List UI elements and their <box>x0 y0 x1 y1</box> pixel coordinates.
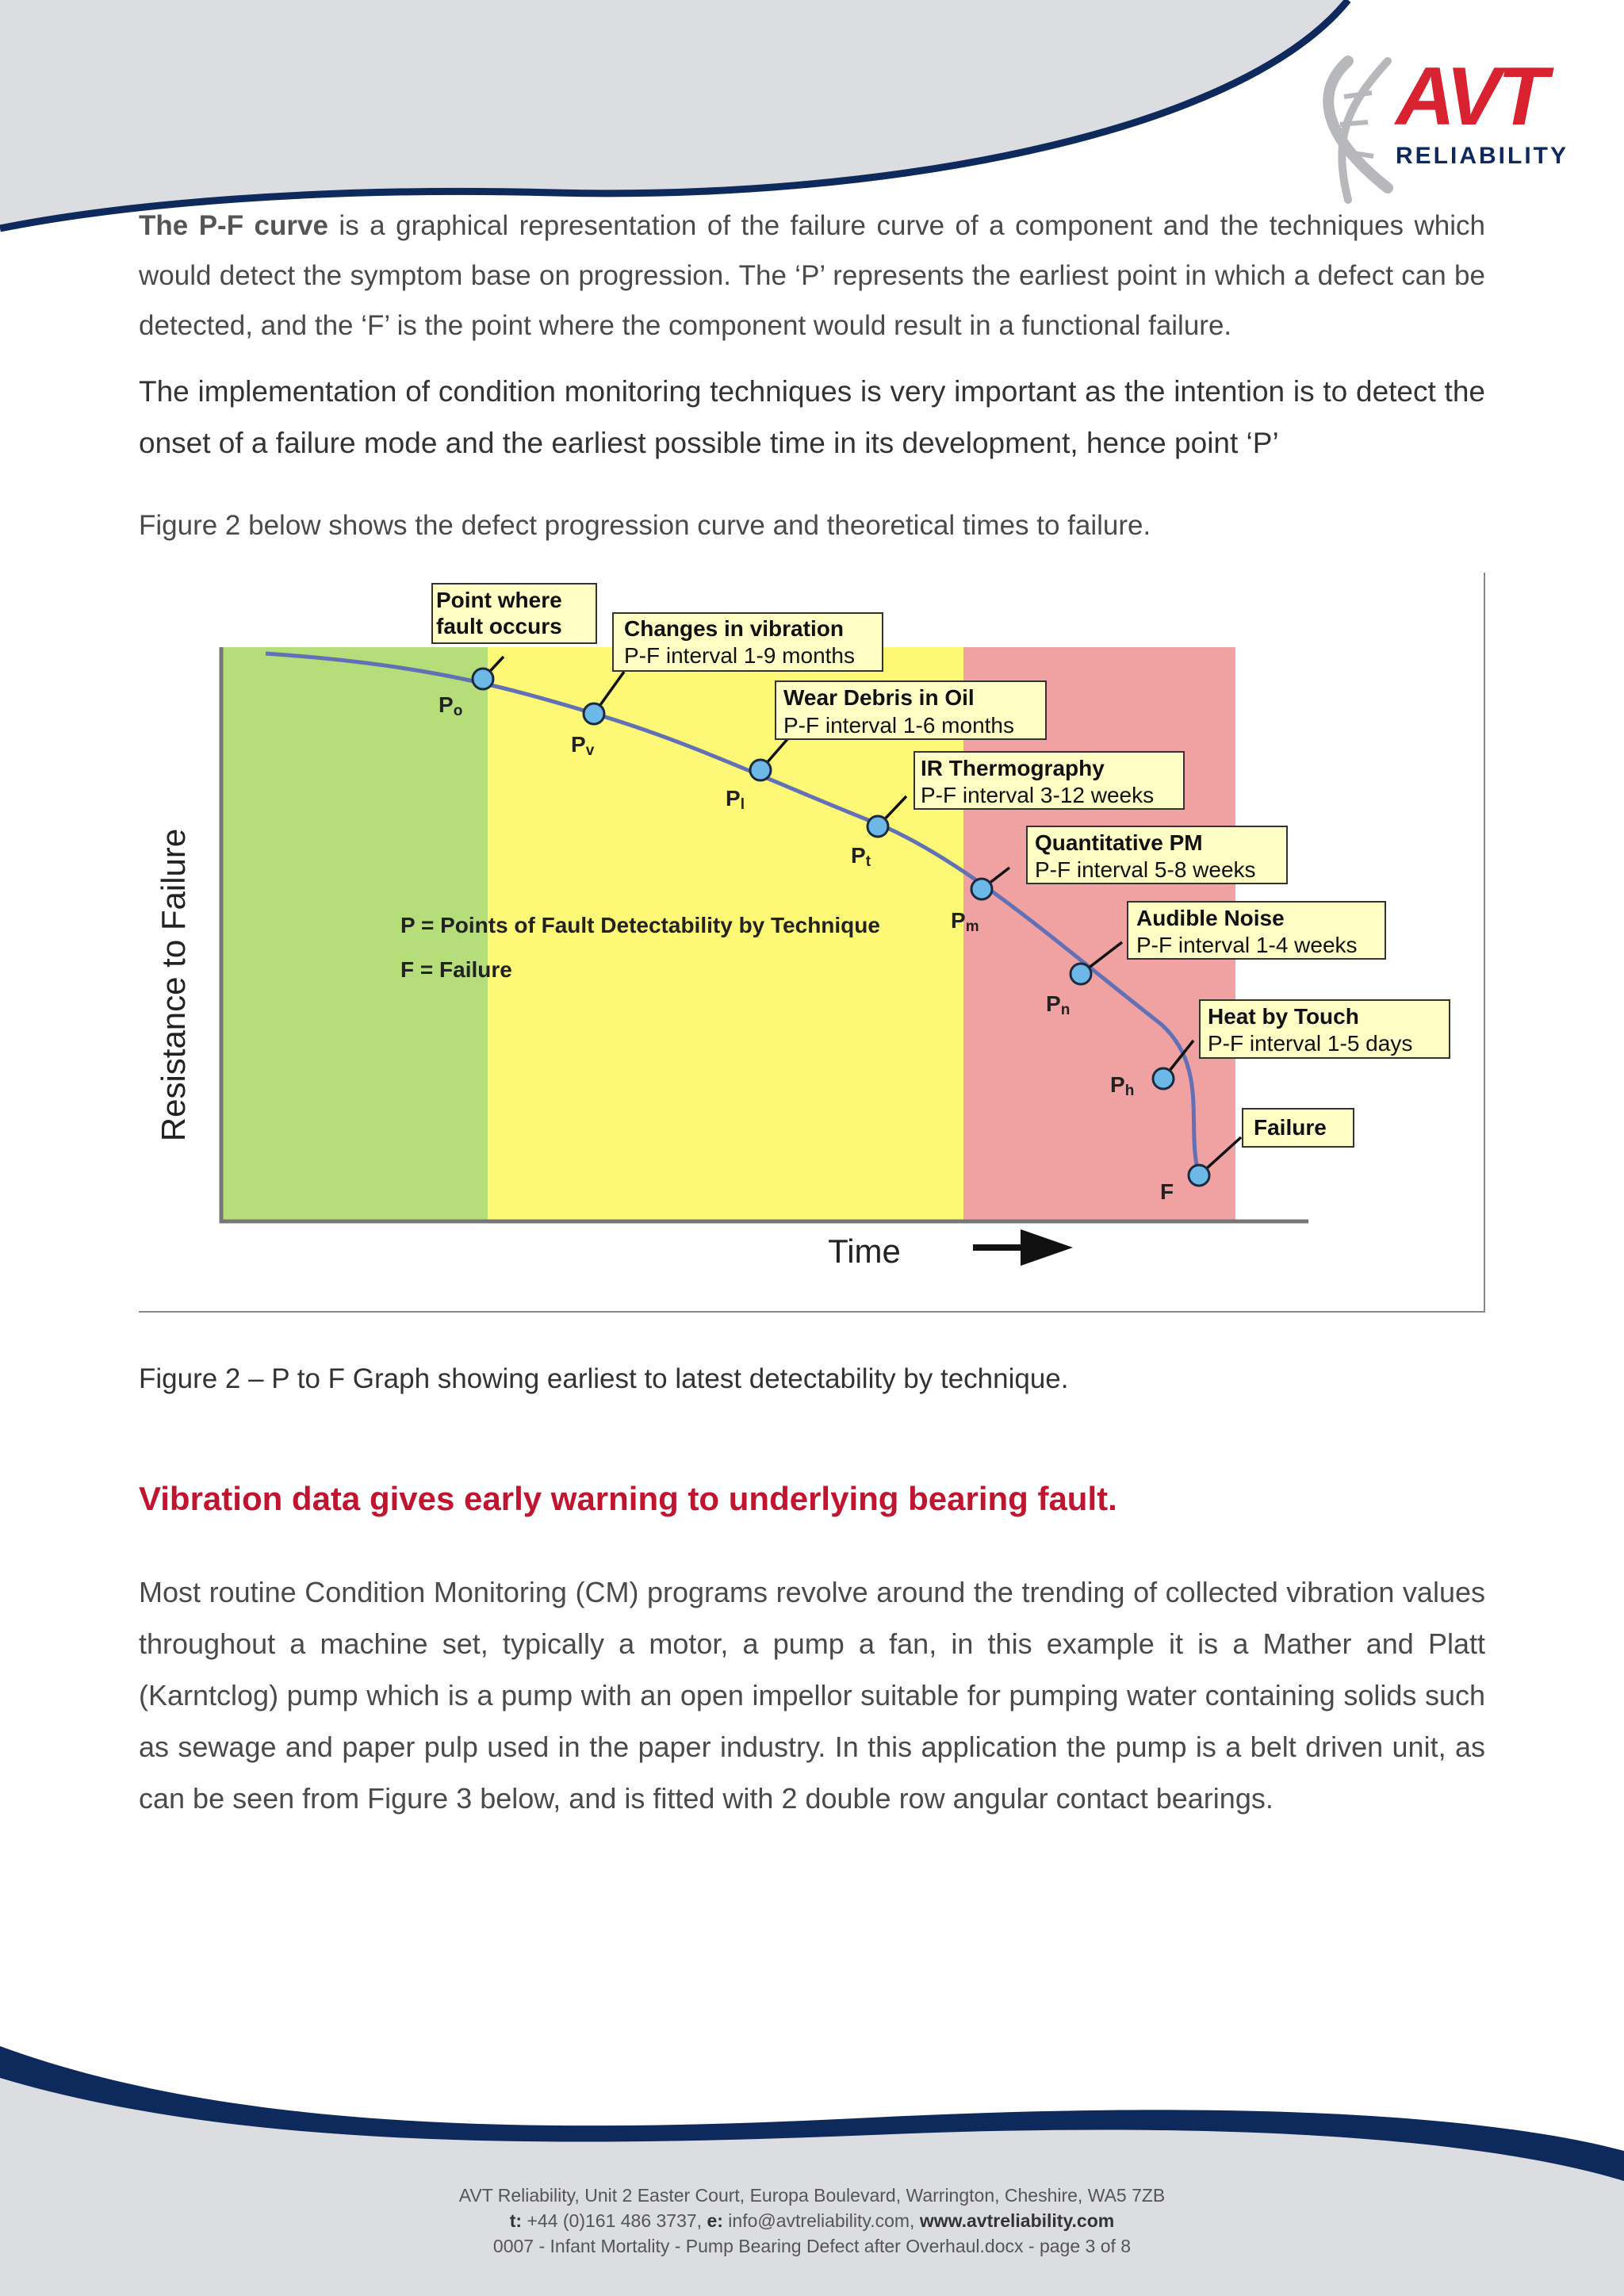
logo-text: AVT <box>1396 51 1545 143</box>
svg-text:P-F interval 3-12 weeks: P-F interval 3-12 weeks <box>921 783 1155 807</box>
point-po <box>473 669 493 689</box>
footer-website: www.avtreliability.com <box>919 2210 1115 2231</box>
svg-text:P-F interval 1-9 months: P-F interval 1-9 months <box>624 643 855 668</box>
footer-email: info@avtreliability.com, <box>722 2210 920 2231</box>
svg-text:Audible Noise: Audible Noise <box>1136 906 1285 930</box>
point-pv <box>584 703 604 724</box>
label-pn: Pn <box>1046 991 1071 1018</box>
label-f: F <box>1160 1179 1174 1204</box>
callout-pn <box>1128 902 1385 959</box>
svg-text:Failure: Failure <box>1254 1115 1327 1140</box>
avt-logo <box>1300 49 1570 208</box>
svg-text:P-F interval 1-4 weeks: P-F interval 1-4 weeks <box>1136 933 1358 957</box>
callout-pt <box>914 752 1184 809</box>
pf-curve-term: The P-F curve <box>139 210 328 241</box>
logo-subtext: RELIABILITY <box>1396 143 1568 169</box>
section-body: Most routine Condition Monitoring (CM) programs revolve around the trending of collected vibration values throughout a machine set, typically a motor, a pump a fan, in this example it is a Mather and Platt (Karntclog) pump which is a pump with an open impellor suitable for pumping water containing solids such as sewage and paper pulp used in the paper industry. In this application the pump is a belt driven unit, as can be seen from Figure 3 below, and is fitted with 2 double row angular contact bearings. <box>139 1576 1485 1815</box>
figure-caption: Figure 2 – P to F Graph showing earliest to latest detectability by technique. <box>139 1363 1069 1394</box>
svg-text:IR Thermography: IR Thermography <box>921 756 1105 780</box>
svg-text:Wear Debris in Oil: Wear Debris in Oil <box>783 685 975 710</box>
point-ph <box>1153 1068 1174 1089</box>
section-heading: Vibration data gives early warning to underlying bearing fault. <box>139 1480 1117 1517</box>
svg-text:P-F interval 5-8 weeks: P-F interval 5-8 weeks <box>1035 857 1256 882</box>
time-arrow-icon <box>973 1229 1073 1266</box>
callout-pv <box>613 613 883 671</box>
callout-pm <box>1027 826 1287 884</box>
svg-text:P-F interval 1-6 months: P-F interval 1-6 months <box>783 713 1014 738</box>
x-axis-label: Time <box>828 1232 901 1270</box>
label-pv: Pv <box>571 732 595 759</box>
svg-text:Changes in vibration: Changes in vibration <box>624 616 844 641</box>
svg-text:Heat by Touch: Heat by Touch <box>1208 1004 1359 1029</box>
svg-text:fault occurs: fault occurs <box>436 614 562 638</box>
label-pl: Pl <box>726 786 745 813</box>
point-pl <box>750 760 771 780</box>
y-axis-label: Resistance to Failure <box>155 828 192 1142</box>
callout-pl <box>776 681 1046 739</box>
footer-document-line: 0007 - Infant Mortality - Pump Bearing Defect after Overhaul.docx - page 3 of 8 <box>492 2236 1132 2256</box>
callout-po <box>432 584 596 643</box>
intro-paragraph-1 <box>139 201 1485 351</box>
callout-f <box>1243 1109 1354 1147</box>
legend-f-definition: F = Failure <box>400 957 512 982</box>
pf-curve-chart <box>139 573 1487 1314</box>
svg-text:Point where: Point where <box>436 588 562 612</box>
point-f <box>1189 1165 1209 1186</box>
legend-p-definition: P = Points of Fault Detectability by Technique <box>400 913 880 937</box>
svg-text:Quantitative PM: Quantitative PM <box>1035 830 1203 855</box>
label-pm: Pm <box>951 908 979 935</box>
label-pt: Pt <box>851 843 871 870</box>
svg-text:P-F interval 1-5 days: P-F interval 1-5 days <box>1208 1031 1413 1056</box>
footer-address: AVT Reliability, Unit 2 Easter Court, Europa Boulevard, Warrington, Cheshire, WA5 7ZB <box>458 2185 1166 2206</box>
footer <box>0 2183 1624 2259</box>
point-pm <box>971 879 992 899</box>
figure-intro-text: Figure 2 below shows the defect progression curve and theoretical times to failure. <box>139 510 1151 541</box>
footer-contact: t: +44 (0)161 486 3737, e: info@avtreliability.com, www.avtreliability.com <box>509 2210 1115 2231</box>
label-po: Po <box>439 692 463 719</box>
label-ph: Ph <box>1110 1072 1135 1099</box>
intro-paragraph-2: The implementation of condition monitoring techniques is very important as the intention is to detect the onset of a failure mode and the earliest possible time in its development, hence point ‘P’ <box>139 375 1485 459</box>
callout-ph <box>1200 1000 1450 1058</box>
intro-paragraph-1-text: is a graphical representation of the failure curve of a component and the techniques which would detect the symptom base on progression. The ‘P’ represents the earliest point in which a defect can be detected, and the ‘F’ is the point where the component would result in a functional failure. <box>139 210 1485 341</box>
point-pn <box>1071 964 1091 984</box>
point-pt <box>868 816 888 837</box>
